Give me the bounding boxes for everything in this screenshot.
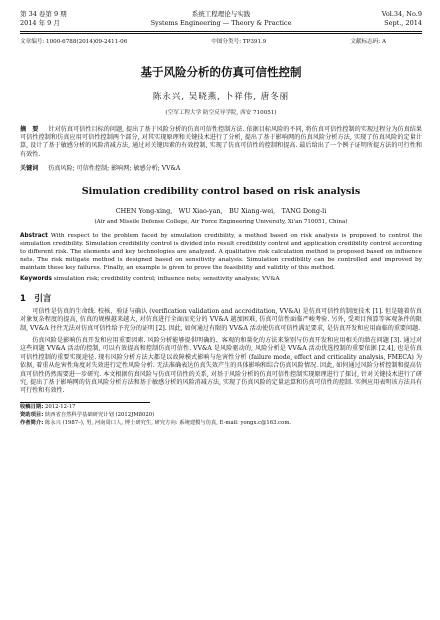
volume-issue-cn: 第 34 卷第 9 期 xyxy=(20,10,67,18)
footnote-received xyxy=(20,404,422,411)
author-info-label: 作者简介: xyxy=(20,419,44,426)
received-label: 收稿日期: xyxy=(20,403,44,410)
intro-paragraph-1: 可信性是仿真的生命线. 校核、验证与确认 (verification validation and accreditation, VV&A) 是仿真可信性的制度技术 [1]. 但是随着仿真对象复杂程度的提高, 仿真的规模越来越大, 对仿真进行全面而充分的 VV&A 越加困难, 仿真可信性面临严峻考验. 另外, 受项目预算等客观条件的限制, VV&A 往往无法对仿真可信性给予充分的证明 [2]. 因此, 如何通过有限的 VV&A 活动使仿真可信性满足要求, 是仿真开发和应用面临的重要问题. xyxy=(20,307,422,332)
document-code: 文献标志码: A xyxy=(350,39,386,45)
keywords-text-cn: 仿真风险; 可信性控制; 影响网; 敏感分析; VV&A xyxy=(48,164,181,172)
abstract-text-en: With respect to the problem faced by simulation credibility, a method based on risk analysis is proposed to control the simulation credibility. Simulation credibility control is divided into result credibility control and application credibility control according to different risk. The elements and key technologies are analyzed. A qualitative risk calculation method is proposed based on influence nets. The risk mitigate method is designed based on sensitivity analysis. Simulation credibility can be controlled and improved by maintain these key failures. Finally, an example is given to prove the feasibility and validity of this method. xyxy=(20,232,423,271)
fund-text: 陕西省自然科学基础研究计划 (2012JM8020) xyxy=(45,411,155,418)
keywords-chinese xyxy=(20,163,422,172)
abstract-label-en: Abstract xyxy=(20,232,48,239)
header-rule-thin xyxy=(20,33,422,34)
article-number: 文章编号: 1000-6788(2014)09-2411-06 xyxy=(20,39,128,45)
footnote-fund xyxy=(20,412,422,419)
affiliation-chinese: (空军工程大学 防空反导学院, 西安 710051) xyxy=(165,110,277,116)
journal-name-cn: 系统工程理论与实践 xyxy=(191,10,251,18)
article-meta xyxy=(20,37,422,45)
affiliation-english: (Air and Missile Defense College, Air Force Engineering University, Xi'an 710051, China) xyxy=(94,218,348,225)
abstract-chinese xyxy=(20,126,422,159)
date-cn: 2014 年 9 月 xyxy=(20,19,60,27)
keywords-text-en: simulation risk; credibility control; influence nets; sensitivity analysis; VV&A xyxy=(53,275,280,282)
author-info-text: 陈永兴 (1987–), 男, 河南周口人, 博士研究生, 研究方向: 系统建模与仿真, E-mail: yongx.c@163.com. xyxy=(45,419,292,426)
intro-paragraph-2: 仿真风险是影响仿真开发和应用重要因素. 风险分析能够提供明确的、客观的和量化的方法来鉴别与仿真开发和应用相关的潜在问题 [3]. 通过对这些问题 VV&A 活动的控制, 可以有效提高和控制仿真可信性. VV&A 是风险驱动的, 风险分析是 VV&A 活动优选控制的重要依据 [2,4], 也是仿真可信性控制的重要实现途径. 现有风险分析方法大都是以故障模式影响与危害性分析 (failure mode, effect and criticality analysis, FMECA) 为依据, 着重从危害性角度对失效进行定性风险分析. 无法准确表达仿真失效产生的具体影响和综合仿真风险情况. 因此, 如何通过风险分析控制和提高仿真可信性仍然需要进一步研究. 本文根据仿真风险与仿真可信性的关系, 对基于风险分析的仿真可信性控制实现原理进行了探讨, 针对关键技术进行了研究, 提出了基于影响网的仿真风险分析方法和基于敏感分析的风险消减方法, 实现了仿真风险的定量运算和仿真可信性的控制. 实例应用表明该方法具有可行性和有效性. xyxy=(20,337,422,395)
volume-issue-en: Vol.34, No.9 xyxy=(381,10,422,18)
keywords-english xyxy=(20,276,422,282)
title-english: Simulation credibility control based on risk analysis xyxy=(81,185,361,197)
header-rule xyxy=(20,31,422,32)
section-heading-introduction: 1 引言 xyxy=(20,293,52,304)
clc-number: 中图分类号: TP391.9 xyxy=(211,39,267,45)
date-en: Sept., 2014 xyxy=(384,19,422,27)
footnote-rule xyxy=(20,402,150,403)
abstract-text-cn: 针对仿真可信性目标的问题, 提出了基于风险分析的仿真可信性控制方法. 依据目标风险的不同, 将仿真可信性控制的实现过程分为仿真结果可信性控制和仿真应用可信性控制两个部分, 对其实现原理和关键技术进行了分析, 提出了基于影响网的仿真风险分析方法, 实现了仿真风险的定量计算, 设计了基于敏感分析的风险消减方法, 通过对关键因素的有效控制, 实现了仿真可信性的控制和提高. 最后给出了一个例子证明所提方法的可行性和有效性. xyxy=(20,126,423,158)
journal-name-en: Systems Engineering — Theory & Practice xyxy=(150,19,292,27)
journal-header xyxy=(20,10,422,28)
keywords-label-cn: 关键词 xyxy=(20,164,39,172)
authors-chinese: 陈永兴, 吴晓燕, 卜祥伟, 唐冬丽 xyxy=(152,92,290,102)
abstract-english xyxy=(20,232,422,272)
authors-english: CHEN Yong-xing, WU Xiao-yan, BU Xiang-wei, TANG Dong-li xyxy=(115,206,327,215)
fund-label: 资助项目: xyxy=(20,411,44,418)
abstract-label-cn: 摘 要 xyxy=(20,126,39,133)
footnote-author xyxy=(20,420,422,427)
keywords-label-en: Keywords xyxy=(20,275,52,282)
title-chinese: 基于风险分析的仿真可信性控制 xyxy=(140,65,302,79)
received-date: 2012-12-17 xyxy=(45,403,76,410)
